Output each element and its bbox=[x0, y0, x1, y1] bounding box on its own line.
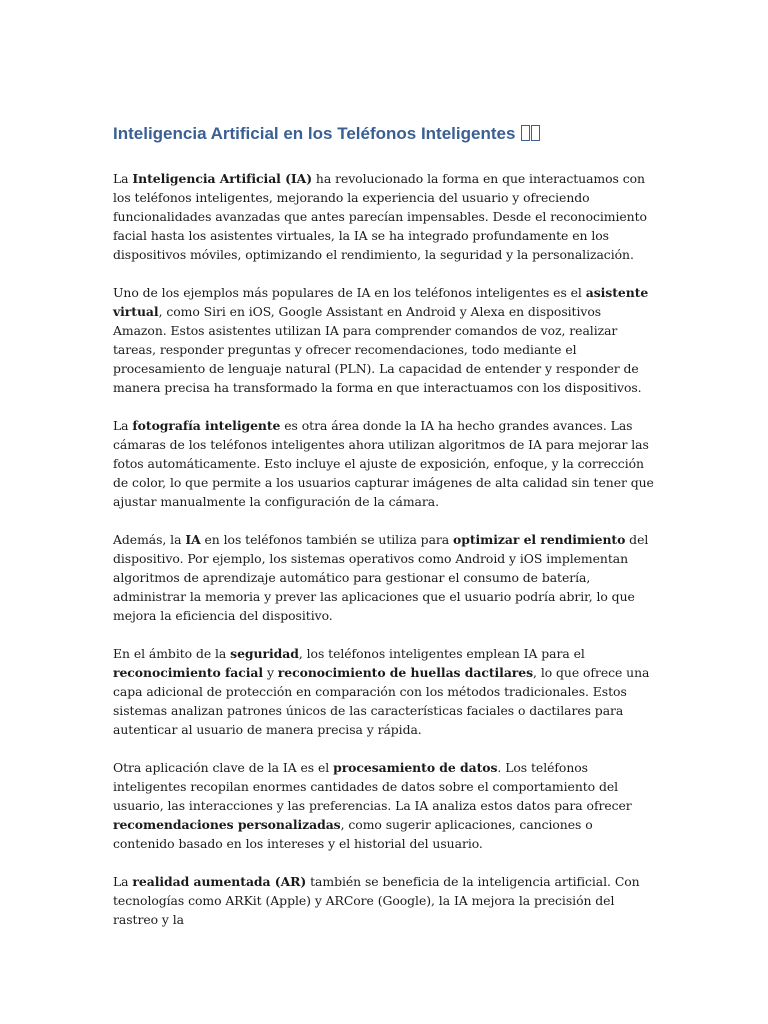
paragraph-text: Además, la bbox=[113, 532, 186, 547]
paragraph-realidad-aumentada bbox=[113, 872, 658, 929]
paragraph-asistente-virtual bbox=[113, 283, 658, 397]
paragraph-text: . Los teléfonos inteligentes recopilan enormes cantidades de datos sobre el comportamiento del usuario, las interacciones y las preferencias. La IA analiza estos datos para ofrecer bbox=[113, 760, 632, 813]
paragraph-text: y bbox=[263, 665, 278, 680]
paragraph-text: , como sugerir aplicaciones, canciones o contenido basado en los intereses y el historial del usuario. bbox=[113, 817, 593, 851]
paragraph-text: en los teléfonos también se utiliza para bbox=[200, 532, 454, 547]
paragraph-text: Otra aplicación clave de la IA es el bbox=[113, 760, 334, 775]
document-title-text: Inteligencia Artificial en los Teléfonos Inteligentes bbox=[113, 124, 516, 143]
paragraph-text: En el ámbito de la bbox=[113, 646, 231, 661]
missing-emoji-glyph-icon bbox=[531, 125, 540, 141]
paragraph-text: La bbox=[113, 418, 133, 433]
bold-term: optimizar el rendimiento bbox=[453, 532, 626, 547]
bold-term: fotografía inteligente bbox=[132, 418, 281, 433]
bold-term: realidad aumentada (AR) bbox=[132, 874, 307, 889]
bold-term: IA bbox=[185, 532, 201, 547]
paragraph-text: , como Siri en iOS, Google Assistant en Android y Alexa en dispositivos Amazon. Estos asistentes utilizan IA para comprender comandos de voz, realizar tareas, responder preguntas y ofrecer recomendaciones, todo mediante el procesamiento de lenguaje natural (PLN). La capacidad de entender y responder de manera precisa ha transformado la forma en que interactuamos con los dispositivos. bbox=[113, 304, 642, 395]
bold-term: reconocimiento facial bbox=[113, 665, 264, 680]
paragraph-seguridad bbox=[113, 644, 658, 739]
document-body bbox=[113, 121, 658, 948]
bold-term: recomendaciones personalizadas bbox=[113, 817, 341, 832]
paragraph-fotografia bbox=[113, 416, 658, 511]
paragraph-list bbox=[113, 169, 658, 929]
bold-term: seguridad bbox=[230, 646, 299, 661]
paragraph-text: La bbox=[113, 874, 133, 889]
bold-term: reconocimiento de huellas dactilares bbox=[277, 665, 534, 680]
missing-emoji-glyph-icon bbox=[521, 125, 530, 141]
paragraph-text: , lo que ofrece una capa adicional de protección en comparación con los métodos tradicionales. Estos sistemas analizan patrones únicos de las características faciales o dactilares para autenticar al usuario de manera precisa y rápida. bbox=[113, 665, 650, 737]
paragraph-text: del dispositivo. Por ejemplo, los sistemas operativos como Android y iOS implementan algoritmos de aprendizaje automático para gestionar el consumo de batería, administrar la memoria y prever las aplicaciones que el usuario podría abrir, lo que mejora la eficiencia del dispositivo. bbox=[113, 532, 649, 623]
paragraph-rendimiento bbox=[113, 530, 658, 625]
paragraph-text: también se beneficia de la inteligencia artificial. Con tecnologías como ARKit (Apple) y ARCore (Google), la IA mejora la precisión del rastreo y la bbox=[113, 874, 640, 927]
paragraph-text: Uno de los ejemplos más populares de IA en los teléfonos inteligentes es el bbox=[113, 285, 586, 300]
document-title bbox=[113, 121, 658, 147]
paragraph-text: es otra área donde la IA ha hecho grandes avances. Las cámaras de los teléfonos inteligentes ahora utilizan algoritmos de IA para mejorar las fotos automáticamente. Esto incluye el ajuste de exposición, enfoque, y la corrección de color, lo que permite a los usuarios capturar imágenes de alta calidad sin tener que ajustar manualmente la configuración de la cámara. bbox=[113, 418, 654, 509]
paragraph-intro bbox=[113, 169, 658, 264]
paragraph-text: La bbox=[113, 171, 133, 186]
bold-term: Inteligencia Artificial (IA) bbox=[132, 171, 313, 186]
paragraph-text: ha revolucionado la forma en que interactuamos con los teléfonos inteligentes, mejorando la experiencia del usuario y ofreciendo funcionalidades avanzadas que antes parecían impensables. Desde el reconocimiento facial hasta los asistentes virtuales, la IA se ha integrado profundamente en los dispositivos móviles, optimizando el rendimiento, la seguridad y la personalización. bbox=[113, 171, 647, 262]
paragraph-datos bbox=[113, 758, 658, 853]
bold-term: procesamiento de datos bbox=[333, 760, 498, 775]
bold-term: asistente virtual bbox=[113, 285, 649, 319]
paragraph-text: , los teléfonos inteligentes emplean IA para el bbox=[298, 646, 585, 661]
